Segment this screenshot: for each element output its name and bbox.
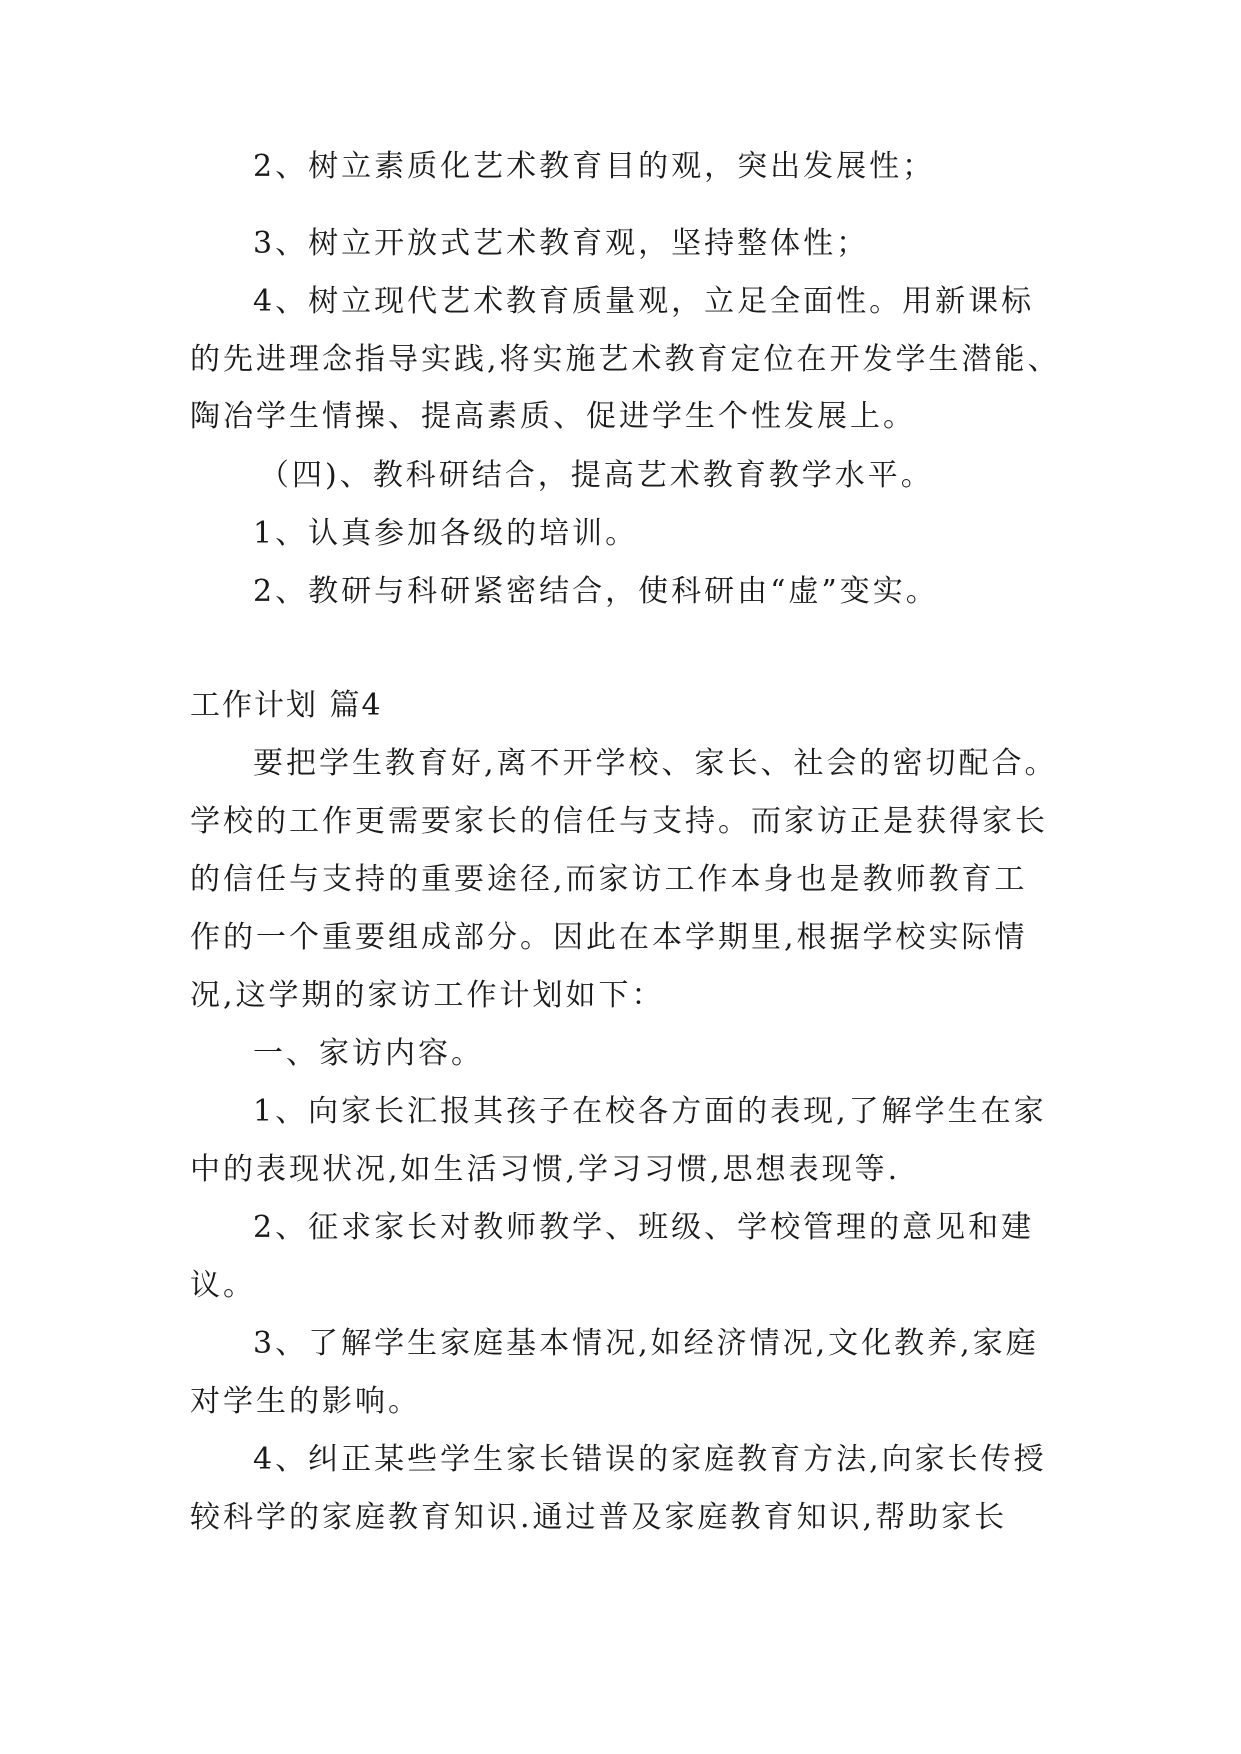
paragraph-line: 1、向家长汇报其孩子在校各方面的表现,了解学生在家 — [253, 1094, 1047, 1129]
paragraph-line: 陶冶学生情操、提高素质、促进学生个性发展上。 — [190, 399, 916, 434]
paragraph-line: 4、树立现代艺术教育质量观，立足全面性。用新课标 — [253, 284, 1035, 319]
list-item: 2、树立素质化艺术教育目的观，突出发展性； — [253, 149, 936, 184]
paragraph-line: 要把学生教育好,离不开学校、家长、社会的密切配合。 — [253, 746, 1058, 781]
paragraph-line: 较科学的家庭教育知识.通过普及家庭教育知识,帮助家长 — [190, 1500, 1008, 1535]
paragraph-line: 2、征求家长对教师教学、班级、学校管理的意见和建 — [253, 1210, 1035, 1245]
paragraph-line: 作的一个重要组成部分。因此在本学期里,根据学校实际情 — [190, 920, 1028, 955]
paragraph-line: 况,这学期的家访工作计划如下： — [190, 978, 665, 1013]
part-title: 一、家访内容。 — [253, 1036, 484, 1071]
paragraph-line: 的信任与支持的重要途径,而家访工作本身也是教师教育工 — [190, 862, 1028, 897]
paragraph-line: 学校的工作更需要家长的信任与支持。而家访正是获得家长 — [190, 804, 1048, 839]
section-heading: 工作计划 篇4 — [190, 688, 383, 723]
list-item: 2、教研与科研紧密结合，使科研由“虚”变实。 — [253, 574, 939, 609]
paragraph-line: 对学生的影响。 — [190, 1384, 421, 1419]
paragraph-line: 4、纠正某些学生家长错误的家庭教育方法,向家长传授 — [253, 1442, 1047, 1477]
subheading: （四)、教科研结合，提高艺术教育教学水平。 — [259, 458, 934, 493]
list-item: 1、认真参加各级的培训。 — [253, 516, 639, 551]
paragraph-line: 3、了解学生家庭基本情况,如经济情况,文化教养,家庭 — [253, 1326, 1039, 1361]
paragraph-line: 的先进理念指导实践,将实施艺术教育定位在开发学生潜能、 — [190, 342, 1061, 377]
list-item: 3、树立开放式艺术教育观，坚持整体性； — [253, 226, 870, 261]
paragraph-line: 议。 — [190, 1268, 256, 1303]
paragraph-line: 中的表现状况,如生活习惯,学习习惯,思想表现等. — [190, 1152, 901, 1187]
